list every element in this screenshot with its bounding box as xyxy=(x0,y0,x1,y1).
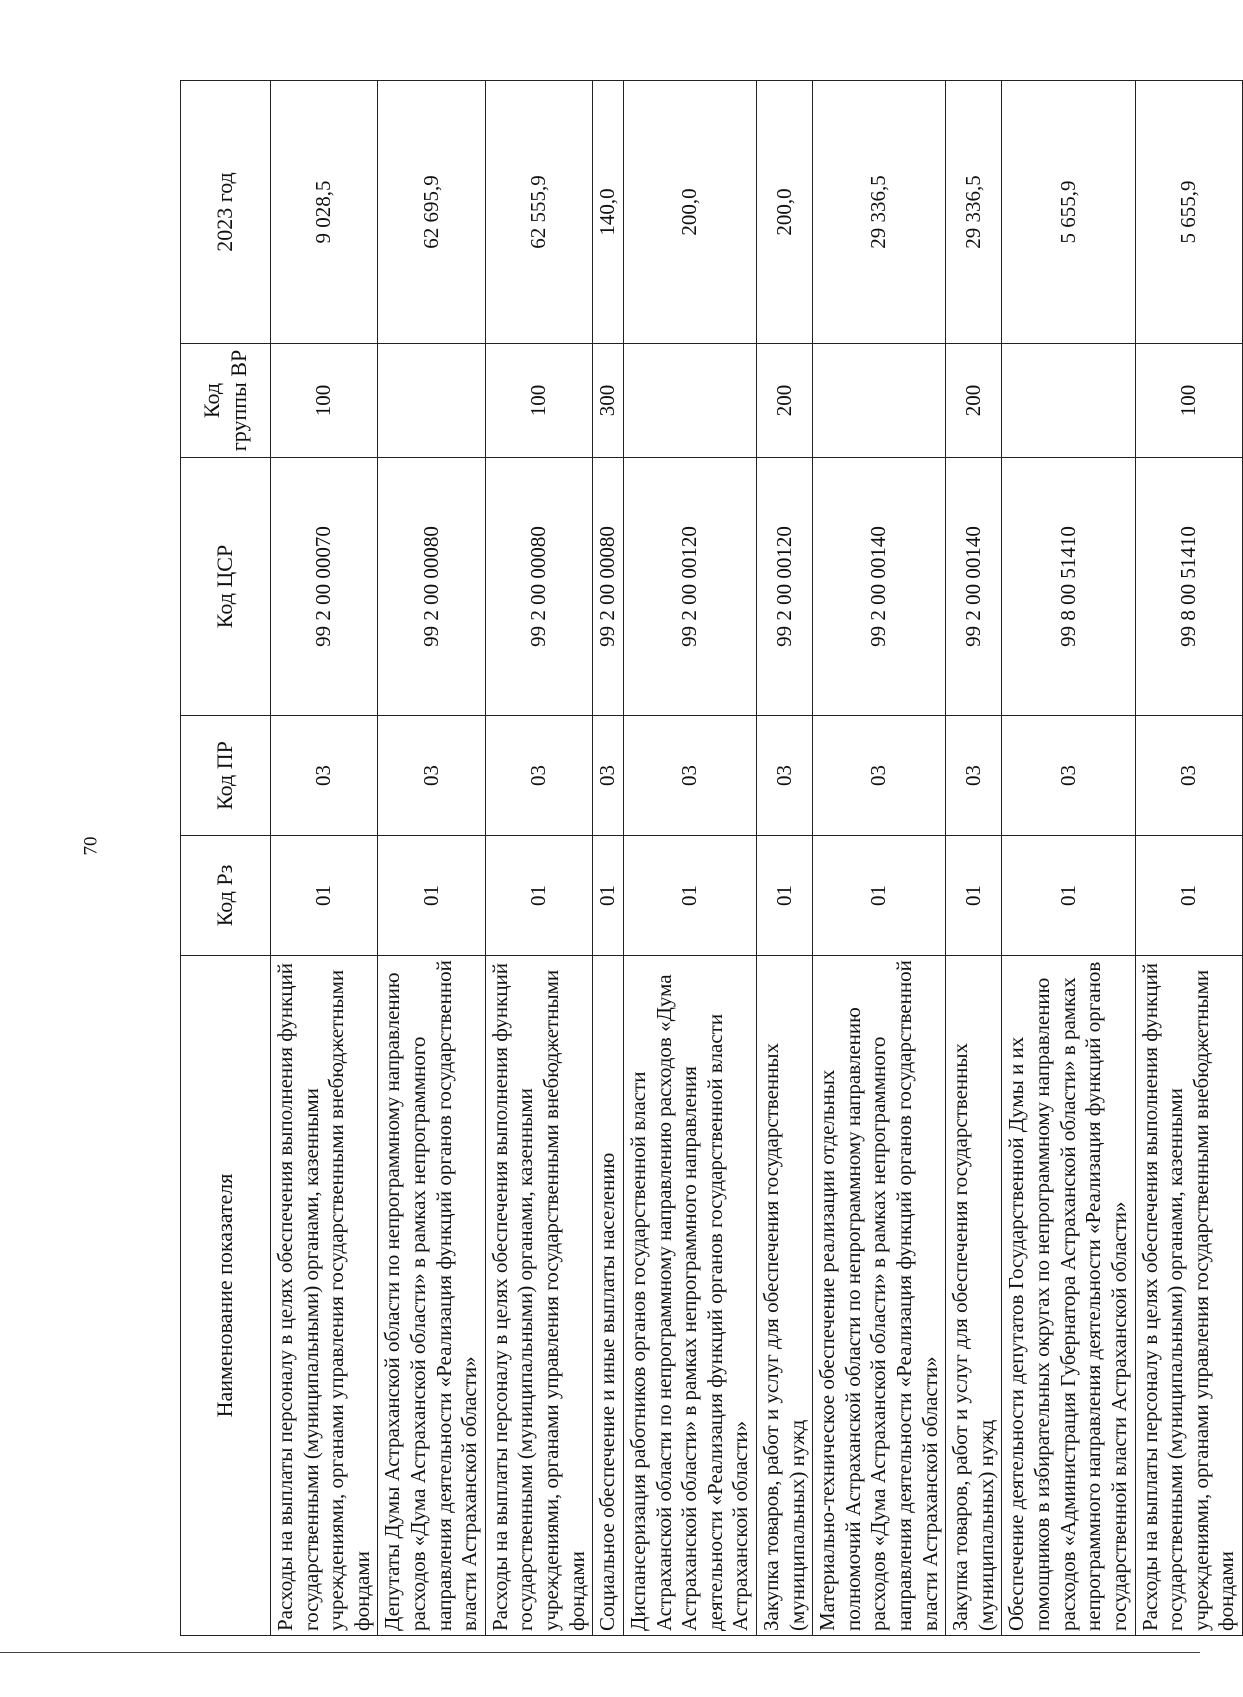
header-year: 2023 год xyxy=(181,81,271,344)
table-row xyxy=(756,81,812,1636)
row-pr: 03 xyxy=(1135,716,1242,836)
table-row xyxy=(378,81,485,1636)
row-value: 5 655,9 xyxy=(1135,81,1242,344)
row-rz: 01 xyxy=(1135,836,1242,956)
row-pr: 03 xyxy=(813,716,946,836)
row-name: Расходы на выплаты персоналу в целях обеспечения выполнения функций государственными (муниципальными) органами, казенными учреждениями, органами управления государственными внебюджетными фондами xyxy=(271,956,378,1636)
row-value: 140,0 xyxy=(593,81,624,344)
table-row xyxy=(623,81,756,1636)
row-pr: 03 xyxy=(756,716,812,836)
table-row xyxy=(271,81,378,1636)
row-name: Расходы на выплаты персоналу в целях обеспечения выполнения функций государственными (муниципальными) органами, казенными учреждениями, органами управления государственными внебюджетными фондами xyxy=(485,956,592,1636)
row-vr xyxy=(378,344,485,458)
row-csr: 99 8 00 51410 xyxy=(1002,458,1135,716)
row-csr: 99 2 00 00120 xyxy=(756,458,812,716)
header-rz: Код Рз xyxy=(181,836,271,956)
row-name: Закупка товаров, работ и услуг для обеспечения государственных (муниципальных) нужд xyxy=(946,956,1002,1636)
row-vr: 300 xyxy=(593,344,624,458)
row-pr: 03 xyxy=(623,716,756,836)
row-rz: 01 xyxy=(1002,836,1135,956)
row-csr: 99 2 00 00140 xyxy=(813,458,946,716)
table-header-row xyxy=(181,81,271,1636)
header-pr: Код ПР xyxy=(181,716,271,836)
row-name: Расходы на выплаты персоналу в целях обеспечения выполнения функций государственными (муниципальными) органами, казенными учреждениями, органами управления государственными внебюджетными фондами xyxy=(1135,956,1242,1636)
table-row xyxy=(593,81,624,1636)
row-value: 200,0 xyxy=(623,81,756,344)
row-csr: 99 2 00 00080 xyxy=(485,458,592,716)
budget-table xyxy=(180,80,1243,1636)
row-value: 62 555,9 xyxy=(485,81,592,344)
row-name: Материально-техническое обеспечение реализации отдельных полномочий Астраханской области по непрограммному направлению расходов «Дума Астраханской области» в рамках непрограммного направления деятельности «Реализация функций органов государственной власти Астраханской области» xyxy=(813,956,946,1636)
row-pr: 03 xyxy=(271,716,378,836)
row-value: 29 336,5 xyxy=(946,81,1002,344)
row-csr: 99 8 00 51410 xyxy=(1135,458,1242,716)
row-name: Диспансеризация работников органов государственной власти Астраханской области по непрограммному направлению расходов «Дума Астраханской области» в рамках непрограммного направления деятельности «Реализация функций органов государственной власти Астраханской области» xyxy=(623,956,756,1636)
row-rz: 01 xyxy=(623,836,756,956)
row-csr: 99 2 00 00140 xyxy=(946,458,1002,716)
row-csr: 99 2 00 00080 xyxy=(593,458,624,716)
row-rz: 01 xyxy=(378,836,485,956)
row-vr: 100 xyxy=(271,344,378,458)
bottom-rule xyxy=(0,1652,1200,1653)
header-name: Наименование показателя xyxy=(181,956,271,1636)
page-number: 70 xyxy=(80,836,102,856)
row-pr: 03 xyxy=(378,716,485,836)
row-value: 200,0 xyxy=(756,81,812,344)
row-rz: 01 xyxy=(813,836,946,956)
row-pr: 03 xyxy=(1002,716,1135,836)
row-vr xyxy=(813,344,946,458)
row-rz: 01 xyxy=(756,836,812,956)
row-pr: 03 xyxy=(946,716,1002,836)
row-vr: 200 xyxy=(946,344,1002,458)
row-vr: 100 xyxy=(1135,344,1242,458)
table-row xyxy=(1135,81,1242,1636)
table-row xyxy=(1002,81,1135,1636)
row-csr: 99 2 00 00070 xyxy=(271,458,378,716)
row-csr: 99 2 00 00080 xyxy=(378,458,485,716)
row-rz: 01 xyxy=(485,836,592,956)
budget-table-rotated xyxy=(180,81,1239,1636)
row-name: Обеспечение деятельности депутатов Государственной Думы и их помощников в избирательных округах по непрограммному направлению расходов «Администрация Губернатора Астраханской области» в рамках непрограммного направления деятельности «Реализация функций органов государственной власти Астраханской области» xyxy=(1002,956,1135,1636)
row-value: 5 655,9 xyxy=(1002,81,1135,344)
row-pr: 03 xyxy=(593,716,624,836)
row-vr xyxy=(1002,344,1135,458)
row-rz: 01 xyxy=(271,836,378,956)
row-value: 29 336,5 xyxy=(813,81,946,344)
row-csr: 99 2 00 00120 xyxy=(623,458,756,716)
row-name: Закупка товаров, работ и услуг для обеспечения государственных (муниципальных) нужд xyxy=(756,956,812,1636)
table-row xyxy=(813,81,946,1636)
header-csr: Код ЦСР xyxy=(181,458,271,716)
row-vr: 100 xyxy=(485,344,592,458)
row-value: 9 028,5 xyxy=(271,81,378,344)
row-value: 62 695,9 xyxy=(378,81,485,344)
row-name: Депутаты Думы Астраханской области по непрограммному направлению расходов «Дума Астраханской области» в рамках непрограммного направления деятельности «Реализация функций органов государственной власти Астраханской области» xyxy=(378,956,485,1636)
row-vr xyxy=(623,344,756,458)
table-row xyxy=(485,81,592,1636)
header-vr: Код группы ВР xyxy=(181,344,271,458)
row-rz: 01 xyxy=(593,836,624,956)
budget-table-container xyxy=(180,81,1239,1636)
row-rz: 01 xyxy=(946,836,1002,956)
row-vr: 200 xyxy=(756,344,812,458)
table-row xyxy=(946,81,1002,1636)
row-pr: 03 xyxy=(485,716,592,836)
row-name: Социальное обеспечение и иные выплаты населению xyxy=(593,956,624,1636)
